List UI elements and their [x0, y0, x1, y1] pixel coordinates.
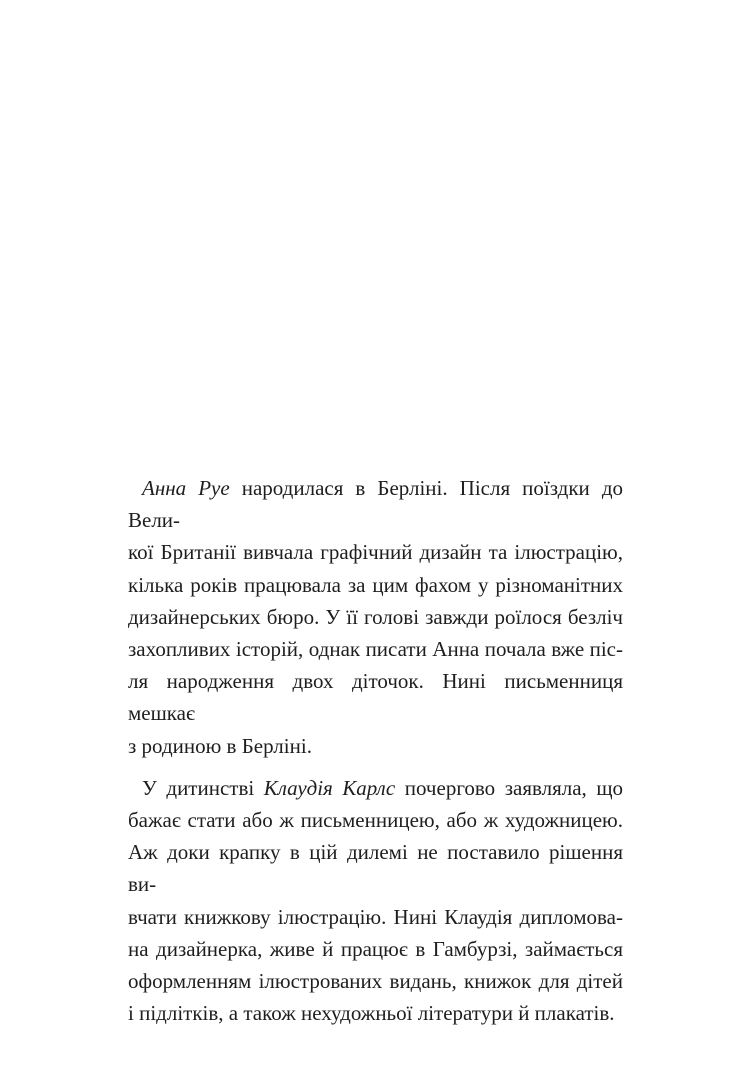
text-segment: кої Британії вивчала графічний дизайн та ілюстрацію, — [128, 540, 623, 565]
text-segment: Аж доки крапку в цій дилемі не поставило рішення ви- — [128, 840, 623, 897]
text-segment: дизайнерських бюро. У її голові завжди роїлося безліч — [128, 604, 623, 629]
text-line — [128, 901, 623, 933]
text-line — [128, 836, 623, 900]
text-line — [128, 569, 623, 601]
paragraph-anna-ruhe-bio — [128, 472, 623, 762]
text-line — [128, 804, 623, 836]
text-segment: бажає стати або ж письменницею, або ж художницею. — [128, 808, 623, 833]
text-segment: і підлітків, а також нехудожньої літератури й плакатів. — [128, 1001, 615, 1026]
text-line — [128, 472, 623, 536]
text-line — [128, 730, 623, 762]
text-segment: вчати книжкову ілюстрацію. Нині Клаудія дипломова- — [128, 904, 623, 929]
text-line — [128, 965, 623, 997]
text-segment: з родиною в Берліні. — [128, 733, 312, 758]
text-line — [128, 997, 623, 1029]
text-segment: кілька років працювала за цим фахом у різноманітних — [128, 572, 623, 597]
text-segment: У дитинстві — [142, 775, 264, 800]
text-line — [128, 536, 623, 568]
text-line — [128, 633, 623, 665]
text-line — [128, 665, 623, 729]
author-name-italic: Клаудія Карлс — [263, 775, 396, 800]
text-segment: на дизайнерка, живе й працює в Гамбурзі, займається — [128, 936, 623, 961]
text-line — [128, 933, 623, 965]
page-text-block — [128, 472, 623, 1029]
text-segment: почергово заявляла, що — [395, 775, 623, 800]
text-segment: народилася в Берліні. Після поїздки до Вели- — [128, 476, 623, 533]
paragraph-claudia-carls-bio — [128, 772, 623, 1030]
author-name-italic: Анна Руе — [142, 476, 230, 500]
text-segment: ля народження двох діточок. Нині письменниця мешкає — [128, 669, 623, 726]
text-segment: оформленням ілюстрованих видань, книжок для дітей — [128, 969, 623, 994]
text-segment: захопливих історій, однак писати Анна почала вже піс- — [128, 637, 623, 662]
text-line — [128, 772, 623, 804]
text-line — [128, 601, 623, 633]
